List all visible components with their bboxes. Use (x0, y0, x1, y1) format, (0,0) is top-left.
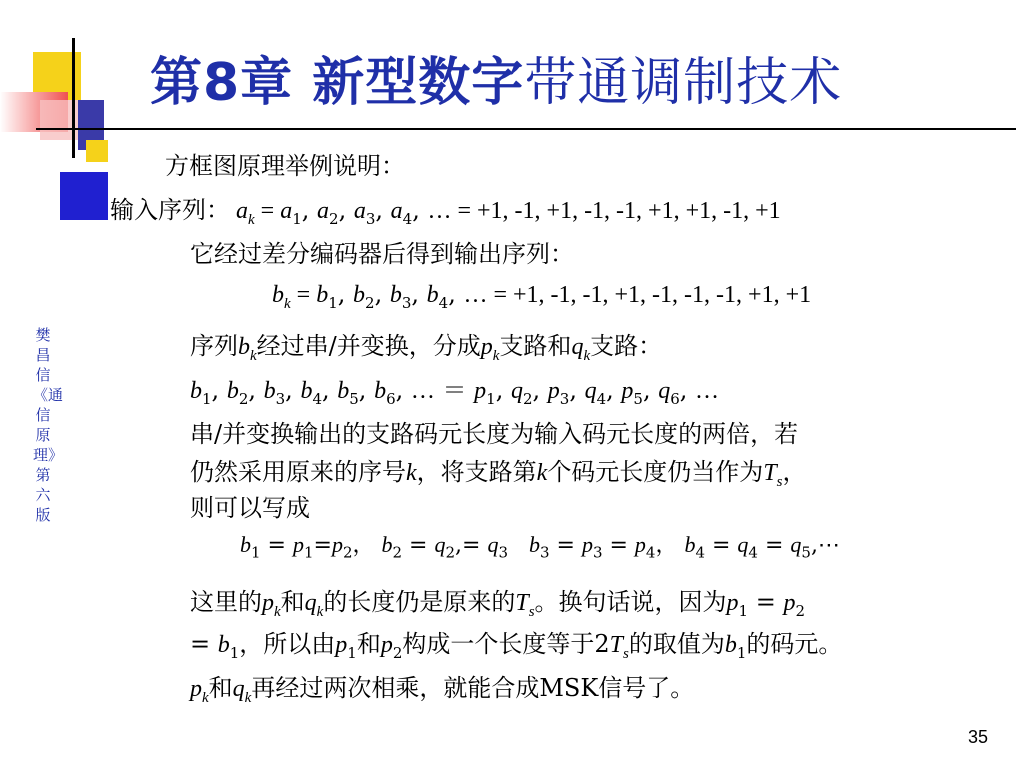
serial-parallel-line: 序列$b_k$经过串/并变换，分成$p_k$支路和$q_k$支路： (190, 332, 663, 364)
intro-line: 方框图原理举例说明： (165, 152, 405, 180)
mapping-line: $b_1$, $b_2$, $b_3$, $b_4$, $b_5$, $b_6$, … ＝ $p_1$, $q_2$, $p_3$, $q_4$, $p_5$, $q_6$, … (190, 376, 720, 408)
explanation-line-3: $p_k$和$q_k$再经过两次相乘，就能合成MSK信号了。 (190, 674, 695, 706)
diff-encoder-line: 它经过差分编码器后得到输出序列： (190, 240, 574, 268)
side-note: 樊昌信《通信原理》第六版 (33, 326, 64, 524)
deco-horizontal-line (36, 128, 1016, 130)
input-sequence-line: 输入序列： $a_k = a_1$, $a_2$, $a_3$, $a_4$, … = +1, -1, +1, -1, -1, +1, +1, -1, +1 (110, 196, 781, 228)
equation-line: $b_1 = p_1=p_2$， $b_2 = q_2,= q_3$ $b_3 = p_3 = p_4$， $b_4 = q_4$ = $q_5,\cdots$ (240, 532, 840, 562)
paragraph-line-1: 串/并变换输出的支路码元长度为输入码元长度的两倍，若 (190, 420, 799, 448)
page-number: 35 (967, 727, 988, 747)
explanation-line-2: = $b_1$，所以由$p_1$和$p_2$构成一个长度等于$2T_s$的取值为$b_1$的码元。 (190, 630, 843, 662)
output-sequence-line: $b_k = b_1$, $b_2$, $b_3$, $b_4$, … = +1, -1, -1, +1, -1, -1, -1, +1, +1 (272, 280, 812, 312)
deco-blue-square (60, 172, 108, 220)
deco-vertical-line (72, 38, 75, 158)
deco-yellow-square-small (86, 140, 108, 162)
paragraph-line-3: 则可以写成 (190, 494, 310, 522)
paragraph-line-2: 仍然采用原来的序号k，将支路第k个码元长度仍当作为$T_s$， (190, 458, 807, 490)
explanation-line-1: 这里的$p_k$和$q_k$的长度仍是原来的$T_s$。换句话说，因为$p_1 = p_2$ (190, 588, 806, 620)
page-title: 第8章 新型数字带通调制技术 (150, 53, 843, 113)
